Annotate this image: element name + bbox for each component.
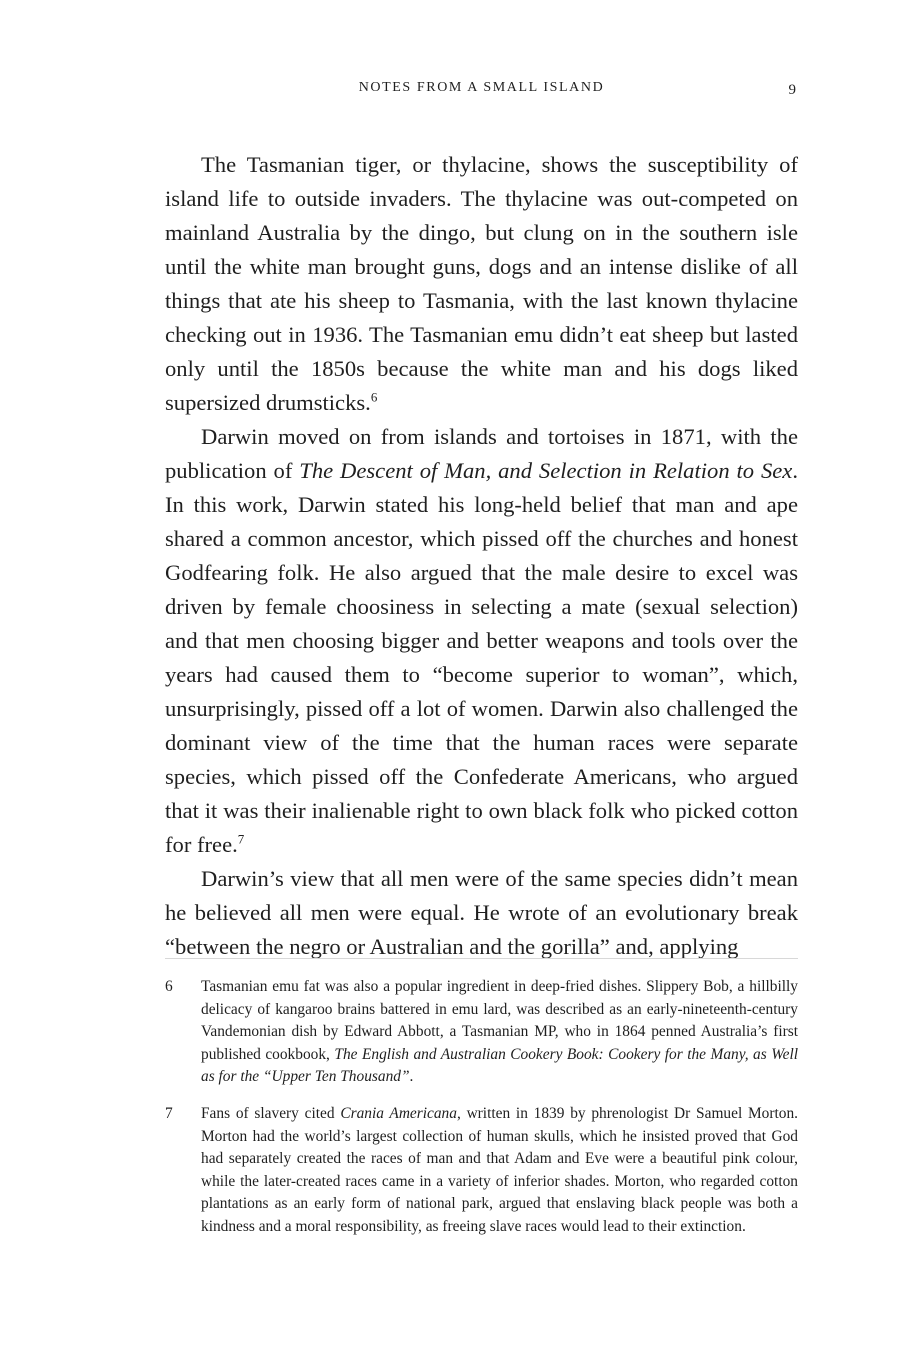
body-text <box>165 148 798 964</box>
footnote-text: Fans of slavery cited <box>201 1104 341 1122</box>
paragraph-text: . In this work, Darwin stated his long-held belief that man and ape shared a common ancestor, which pissed off the churches and honest Godfearing folk. He also argued that the male desire to excel was driven by female choosiness in selecting a mate (sexual selection) and that men choosing bigger and better weapons and tools over the years had caused them to “become superior to woman”, which, unsurprisingly, pissed off a lot of women. Darwin also challenged the dominant view of the time that the human races were separate species, which pissed off the Confederate Americans, who argued that it was their inalienable right to own black folk who picked cotton for free. <box>165 458 798 857</box>
footnote-reference: 7 <box>237 831 245 847</box>
running-title: NOTES FROM A SMALL ISLAND <box>358 80 605 95</box>
footnote-text: , written in 1839 by phrenologist Dr Samuel Morton. Morton had the world’s largest collection of human skulls, which he insisted proved that God had separately created the races of man and that Adam and Eve were a beautiful pink colour, while the later-created races came in a variety of inferior shades. Morton, who regarded cotton plantations as an early form of national park, argued that enslaving black people was both a kindness and a moral responsibility, as freeing slave races would lead to their extinction. <box>201 1104 799 1235</box>
paragraph <box>165 420 798 862</box>
paragraph-text: Darwin’s view that all men were of the same species didn’t mean he believed all men were equal. He wrote of an evolutionary break “between the negro or Australian and the gorilla” and, applying <box>165 866 798 959</box>
book-title: Crania Americana <box>340 1104 457 1122</box>
footnote-number: 7 <box>165 1104 173 1122</box>
paragraph-text: The Tasmanian tiger, or thylacine, shows the susceptibility of island life to outside invaders. The thylacine was out-competed on mainland Australia by the dingo, but clung on in the southern isle until the white man brought guns, dogs and an intense dislike of all things that ate his sheep to Tasmania, with the last known thylacine checking out in 1936. The Tasmanian emu didn’t eat sheep but lasted only until the 1850s because the white man and his dogs liked supersized drumsticks. <box>165 152 798 415</box>
book-title: The Descent of Man, and Selection in Relation to Sex <box>299 458 793 483</box>
book-title: The English and Australian Cookery Book: Cookery for the Many, as Well as for the “Upper Ten Thousand” <box>201 1045 799 1086</box>
footnote-divider <box>165 958 798 959</box>
footnote <box>165 1103 798 1239</box>
footnotes <box>165 976 798 1253</box>
footnote-text: Tasmanian emu fat was also a popular ingredient in deep-fried dishes. Slippery Bob, a hillbilly delicacy of kangaroo brains battered in emu lard, was described as an early-nineteenth-century Vandemonian dish by Edward Abbott, a Tasmanian MP, who in 1864 penned Australia’s first published cookbook, <box>201 978 798 1063</box>
footnote-reference: 6 <box>370 389 378 405</box>
paragraph <box>165 862 798 964</box>
footnote-text: . <box>409 1068 414 1086</box>
footnote-number: 6 <box>165 978 173 995</box>
page-number: 9 <box>788 82 796 98</box>
running-head <box>165 80 798 100</box>
footnote <box>165 976 798 1089</box>
paragraph <box>165 148 798 420</box>
paragraph-text: Darwin moved on from islands and tortoises in 1871, with the publication of <box>165 424 798 483</box>
